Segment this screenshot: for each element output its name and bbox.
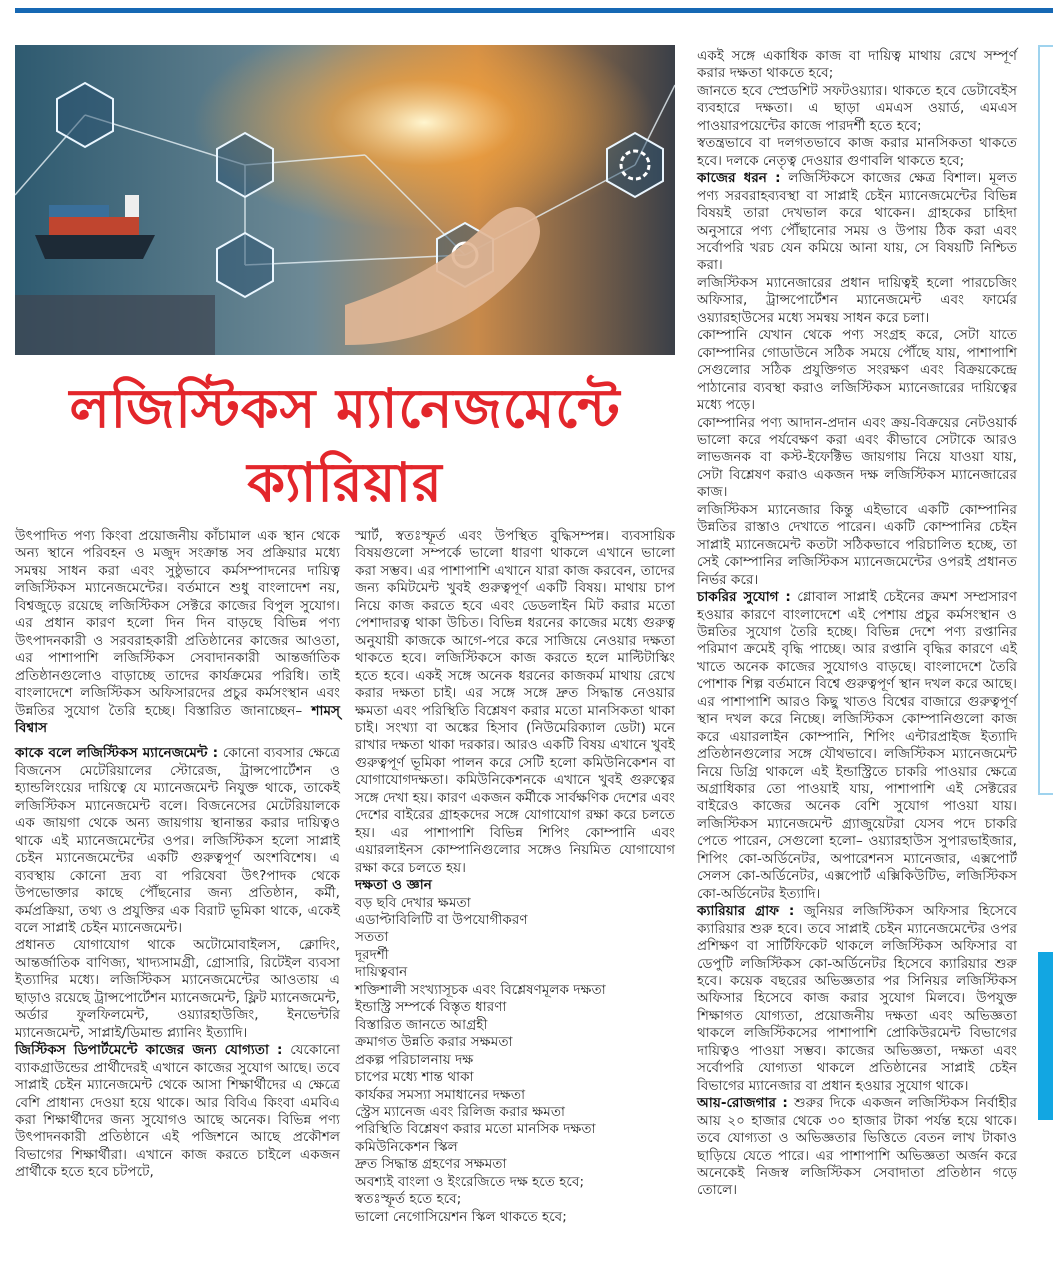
intro-text: উৎপাদিত পণ্য কিংবা প্রয়োজনীয় কাঁচামাল এক স্থান থেকে অন্য স্থানে পরিবহন ও মজুদ সংক্রান্ত সব প্রক্রিয়ার মধ্যে সমন্বয় সাধন করা এবং সুষ্ঠুভাবে কর্মসম্পাদনের দায়িত্ব লজিস্টিকস ম্যানেজমেন্টের। বর্তমানে শুধু বাংলাদেশ নয়, বিশ্বজুড়ে রয়েছে লজিস্টিকস সেক্টরে কাজের বিপুল সুযোগ। এর প্রধান কারণ হলো দিন দিন বাড়ছে বিভিন্ন পণ্য উৎপাদনকারী ও সরবরাহকারী প্রতিষ্ঠানের কাজের আওতা, এর পাশাপাশি লজিস্টিকস সেবাদানকারী আন্তর্জাতিক প্রতিষ্ঠানগুলোও বাড়াচ্ছে তাদের কার্যক্রমের পরিধি। তাই বাংলাদেশে লজিস্টিকস অফিসারদের প্রচুর কর্মসংস্থান এবং উন্নতির সুযোগ তৈরি হচ্ছে। বিস্তারিত জানাচ্ছেন– bbox=[15, 528, 340, 719]
article-title bbox=[15, 372, 675, 520]
skills-list-item: প্রকল্প পরিচালনায় দক্ষ bbox=[355, 1051, 474, 1068]
skills-list-item: স্বতঃস্ফূর্ত হতে হবে; bbox=[355, 1191, 462, 1208]
section-heading: কাকে বলে লজিস্টিকস ম্যানেজমেন্ট : bbox=[15, 745, 219, 762]
skills-list-item: দ্রুত সিদ্ধান্ত গ্রহণের সক্ষমতা bbox=[355, 1156, 507, 1173]
article-paragraph bbox=[697, 415, 1017, 502]
article-paragraph bbox=[697, 327, 1017, 414]
article-paragraph bbox=[697, 170, 1017, 275]
paragraph-text: কোনো ব্যবসার ক্ষেত্রে বিজনেস মেটেরিয়ালের স্টোরেজ, ট্রান্সপোর্টেশন ও হ্যান্ডলিংয়ের দায়িত্বে যে ম্যানেজমেন্ট নিযুক্ত থাকে, তাকেই লজিস্টিকস ম্যানেজমেন্ট বলে। বিজনেসের মেটেরিয়ালকে এক জায়গা থেকে অন্য জায়গায় স্থানান্তর করার দায়িত্বও থাকে এই ম্যানেজমেন্টের ওপর। লজিস্টিকস হলো সাপ্লাই চেইন ম্যানেজমেন্টের একটি গুরুত্বপূর্ণ অংশবিশেষ। এ ব্যবস্থায় কোনো দ্রব্য বা পরিষেবা উৎ?পাদক থেকে উপভোক্তার কাছে পৌঁছনোর জন্য প্রতিষ্ঠান, কর্মী, কর্মপ্রক্রিয়া, তথ্য ও প্রযুক্তির এক বিরাট ভূমিকা থাকে, একেই বলে সাপ্লাই চেইন ম্যানেজমেন্ট। bbox=[15, 745, 340, 936]
paragraph-text: প্রধানত যোগাযোগ থাকে অটোমোবাইলস, ক্লোদিং, আন্তর্জাতিক বাণিজ্য, খাদ্যসামগ্রী, গ্রোসারি, রিটেইল ব্যবসা ইত্যাদির মধ্যে। লজিস্টিকস ম্যানেজমেন্টের আওতায় এ ছাড়াও রয়েছে ট্রান্সপোর্টেশন ম্যানেজমেন্ট, ফ্লিট ম্যানেজমেন্ট, অর্ডার ফুলফিলমেন্ট, ওয়্যারহাউজিং, ইনভেন্টরি ম্যানেজমেন্ট, সাপ্লাই/ডিমান্ড প্ল্যানিং ইত্যাদি। bbox=[15, 937, 340, 1041]
skills-list-item: অবশ্যই বাংলা ও ইংরেজিতে দক্ষ হতে হবে; bbox=[355, 1173, 585, 1190]
paragraph-text: গ্লোবাল সাপ্লাই চেইনের ক্রমশ সম্প্রসারণ হওয়ার কারণে বাংলাদেশে এই পেশায় প্রচুর কর্মসংস্থান ও উন্নতির সুযোগ তৈরি হচ্ছে। বিভিন্ন দেশে পণ্য রপ্তানির পরিমাণ ক্রমেই বৃদ্ধি পাচ্ছে। আর রপ্তানি বৃদ্ধির কারণে এই খাতে অনেক কাজের সুযোগও বাড়ছে। বাংলাদেশে তৈরি পোশাক শিল্প বর্তমানে বিশ্বে গুরুত্বপূর্ণ স্থান দখল করে আছে। এর পাশাপাশি আরও কিছু খাতও বিশ্বের বাজারে গুরুত্বপূর্ণ স্থান দখল করে নিচ্ছে। লজিস্টিকস কোম্পানিগুলো কাজ করে এয়ারলাইন কোম্পানি, শিপিং এন্টারপ্রাইজ ইত্যাদি প্রতিষ্ঠানগুলোর সঙ্গে যৌথভাবে। লজিস্টিকস ম্যানেজমেন্ট নিয়ে ডিগ্রি থাকলে এই ইন্ডাস্ট্রিতে চাকরি পাওয়ার ক্ষেত্রে অগ্রাধিকার তো পাওয়াই যায়, পাশাপাশি এই সেক্টরের বাইরেও কাজের অনেক বেশি সুযোগ পাওয়া যায়। লজিস্টিকস ম্যানেজমেন্ট গ্র্যাজুয়েটরা যেসব পদে চাকরি পেতে পারেন, সেগুলো হলো– ওয়্যারহাউস সুপারভাইজার, শিপিং কো-অর্ডিনেটর, অপারেশনস ম্যানেজার, এক্সপোর্ট সেলস কো-অর্ডিনেটর, এক্সপোর্ট এক্সিকিউটিভ, লজিস্টিকস কো-অর্ডিনেটর ইত্যাদি। bbox=[697, 589, 1017, 902]
column-middle bbox=[355, 528, 675, 1226]
skills-list-item: পরিস্থিতি বিশ্লেষণ করার মতো মানসিক দক্ষতা bbox=[355, 1121, 596, 1138]
adjacent-article-frame bbox=[1038, 45, 1053, 795]
skills-list-item: ইন্ডাস্ট্রি সম্পর্কে বিস্তৃত ধারণা bbox=[355, 999, 507, 1016]
paragraph-text: কোম্পানি যেখান থেকে পণ্য সংগ্রহ করে, সেটা যাতে কোম্পানির গোডাউনে সঠিক সময়ে পৌঁছে যায়, পাশাপাশি সেগুলোর সঠিক প্রযুক্তিগত সংরক্ষণ এবং বিক্রয়কেন্দ্রে পাঠানোর ব্যবস্থা করাও লজিস্টিকস ম্যানেজারের দায়িত্বের মধ্যে পড়ে। bbox=[697, 327, 1017, 414]
title-line-1: লজিস্টিকস ম্যানেজমেন্টে bbox=[69, 377, 621, 440]
paragraph-text: জুনিয়র লজিস্টিকস অফিসার হিসেবে ক্যারিয়ার শুরু হবে। তবে সাপ্লাই চেইন ম্যানেজমেন্টের ওপর প্রশিক্ষণ বা সার্টিফিকেট থাকলে লজিস্টিকস অফিসার বা ডেপুটি লজিস্টিকস কো-অর্ডিনেটর হিসেবে ক্যারিয়ার শুরু হবে। কয়েক বছরের অভিজ্ঞতার পর সিনিয়র লজিস্টিকস অফিসার হিসেবে কাজ করার সুযোগ মিলবে। উপযুক্ত শিক্ষাগত যোগ্যতা, প্রয়োজনীয় দক্ষতা এবং অভিজ্ঞতা থাকলে লজিস্টিকসের পাশাপাশি প্রোকিউরমেন্ট বিভাগের দায়িত্বও পাওয়া সম্ভব। কাজের অভিজ্ঞতা, দক্ষতা এবং সর্বোপরি যোগ্যতা থাকলে প্রতিষ্ঠানের সাপ্লাই চেইন বিভাগের ম্যানেজার বা প্রধান হওয়ার সুযোগ থাকে। bbox=[697, 903, 1017, 1094]
skills-list-item: চাপের মধ্যে শান্ত থাকা bbox=[355, 1069, 474, 1086]
skills-list-item: বিস্তারিত জানতে আগ্রহী bbox=[355, 1016, 488, 1033]
logistics-illustration bbox=[15, 45, 675, 355]
paragraph-text: জানতে হবে স্প্রেডশিট সফটওয়্যার। থাকতে হবে ডেটাবেইস ব্যবহারে দক্ষতা। এ ছাড়া এমএস ওয়ার্ড, এমএস পাওয়ারপয়েন্টের কাজে পারদর্শী হতে হবে; bbox=[697, 82, 1017, 134]
paragraph-text: লজিস্টিকস ম্যানেজার কিন্তু এইভাবে একটি কোম্পানির উন্নতির রাস্তাও দেখাতে পারেন। একটি কোম্পানির চেইন সাপ্লাই ম্যানেজমেন্ট কতটা সঠিকভাবে পরিচালিত হচ্ছে, তা সেই কোম্পানির লজিস্টিকস ম্যানেজমেন্টের ওপরই প্রধানত নির্ভর করে। bbox=[697, 501, 1017, 588]
adjacent-article-tab bbox=[1038, 952, 1053, 1120]
article-paragraph bbox=[15, 937, 340, 1042]
skills-list-item: দায়িত্ববান bbox=[355, 964, 408, 981]
skills-list-item: এডাপ্টাবিলিটি বা উপযোগীকরণ bbox=[355, 911, 528, 928]
skills-list-item: ক্রমাগত উন্নতি করার সক্ষমতা bbox=[355, 1034, 513, 1051]
paragraph-text: লজিস্টিকস ম্যানেজারের প্রধান দায়িত্বই হলো পারচেজিং অফিসার, ট্রান্সপোর্টেশন ম্যানেজমেন্ট এবং ফার্মের ওয়্যারহাউসের মধ্যে সমন্বয় সাধন করে চলা। bbox=[697, 274, 1017, 326]
skills-list-item: ভালো নেগোসিয়েশন স্কিল থাকতে হবে; bbox=[355, 1208, 567, 1225]
paragraph-text: শুরুর দিকে একজন লজিস্টিকস নির্বাহীর আয় ২০ হাজার থেকে ৩০ হাজার টাকা পর্যন্ত হয়ে থাকে। তবে যোগ্যতা ও অভিজ্ঞতার ভিত্তিতে বেতন লাখ টাকাও ছাড়িয়ে যেতে পারে। এর পাশাপাশি অভিজ্ঞতা অর্জন করে অনেকেই নিজস্ব লজিস্টিকস সেবাদাতা প্রতিষ্ঠান গড়ে তোলে। bbox=[697, 1095, 1017, 1199]
article-paragraph bbox=[697, 48, 1017, 83]
article-paragraph bbox=[15, 1042, 340, 1182]
skills-list-item: স্ট্রেস ম্যানেজ এবং রিলিজ করার ক্ষমতা bbox=[355, 1103, 565, 1120]
skills-list-item: সততা bbox=[355, 929, 389, 946]
paragraph-text: স্বতন্ত্রভাবে বা দলগতভাবে কাজ করার মানসিকতা থাকতে হবে। দলকে নেতৃত্ব দেওয়ার গুণাবলি থাকতে হবে; bbox=[697, 135, 1017, 169]
section-heading: জিস্টিকস ডিপার্টমেন্টে কাজের জন্য যোগ্যতা : bbox=[15, 1042, 283, 1059]
paragraph-text: একই সঙ্গে একাধিক কাজ বা দায়িত্ব মাথায় রেখে সম্পূর্ণ করার দক্ষতা থাকতে হবে; bbox=[697, 48, 1017, 82]
skills-heading: দক্ষতা ও জ্ঞান bbox=[355, 877, 432, 894]
article-paragraph bbox=[697, 135, 1017, 170]
article-paragraph bbox=[697, 903, 1017, 1095]
column-left bbox=[15, 528, 340, 1182]
paragraph-text: লজিস্টিকসে কাজের ক্ষেত্র বিশাল। মূলত পণ্য সরবরাহব্যবস্থা বা সাপ্লাই চেইন ম্যানেজমেন্টের বিভিন্ন বিষয়ই তারা দেখভাল করে থাকেন। গ্রাহকের চাহিদা অনুসারে পণ্য পৌঁছানোর সময় ও উপায় ঠিক করা এবং সর্বোপরি খরচ যেন কমিয়ে আনা যায়, সে বিষয়টি নিশ্চিত করা। bbox=[697, 170, 1018, 274]
author-byline: শামস্ বিশ্বাস bbox=[15, 702, 340, 736]
article-paragraph bbox=[697, 275, 1017, 327]
skills-list-item: কার্যকর সমস্যা সমাধানের দক্ষতা bbox=[355, 1086, 526, 1103]
section-heading: ক্যারিয়ার গ্রাফ : bbox=[697, 903, 795, 920]
paragraph-text: যেকোনো ব্যাকগ্রাউন্ডের প্রার্থীদেরই এখানে কাজের সুযোগ আছে। তবে সাপ্লাই চেইন ম্যানেজমেন্ট থেকে আসা শিক্ষার্থীদের এ ক্ষেত্রে বেশি প্রাধান্য দেওয়া হয়ে থাকে। আর বিবিএ কিংবা এমবিএ করা শিক্ষার্থীদের জন্য সুযোগও আছে অনেক। বিভিন্ন পণ্য উৎপাদনকারী প্রতিষ্ঠানে এই পজিশনে আছে প্রকৌশল বিভাগের শিক্ষার্থীরা। এখানে কাজ করতে চাইলে একজন প্রার্থীকে হতে হবে চটপটে, bbox=[15, 1042, 340, 1181]
title-line-2: ক্যারিয়ার bbox=[247, 451, 443, 514]
intro-paragraph bbox=[15, 528, 340, 737]
paragraph-text: স্মার্ট, স্বতঃস্ফূর্ত এবং উপস্থিত বুদ্ধিসম্পন্ন। ব্যবসায়িক বিষয়গুলো সম্পর্কে ভালো ধারণা থাকলে এখানে ভালো করা সম্ভব। এর পাশাপাশি এখানে যারা কাজ করবেন, তাদের জন্য কমিটমেন্ট খুবই গুরুত্বপূর্ণ একটি বিষয়। মাথায় চাপ নিয়ে কাজ করতে হবে এবং ডেডলাইন মিট করার মতো পেশাদারত্ব থাকা উচিত। বিভিন্ন ধরনের কাজের মধ্যে গুরুত্ব অনুযায়ী কাজকে আগে-পরে করে সাজিয়ে নেওয়ার দক্ষতা থাকতে হবে। লজিস্টিকসে কাজ করতে হলে মাল্টিটাস্কিং হতে হবে। একই সঙ্গে অনেক ধরনের কাজকর্ম মাথায় রেখে করার দক্ষতা চাই। এর সঙ্গে সঙ্গে দ্রুত সিদ্ধান্ত নেওয়ার ক্ষমতা এবং পরিস্থিতি বিশ্লেষণ করার মতো মানসিকতা থাকা চাই। সংখ্যা বা অঙ্কের হিসাব (নিউমেরিক্যাল ডেটা) মনে রাখার দক্ষতা থাকা দরকার। আরও একটি বিষয় এখানে খুবই গুরুত্বপূর্ণ ভূমিকা পালন করে সেটি হলো কমিউনিকেশন বা যোগাযোগদক্ষতা। কমিউনিকেশনকে এখানে খুবই গুরুত্বের সঙ্গে দেখা হয়। কারণ একজন কর্মীকে সার্বক্ষণিক দেশের এবং দেশের বাইরের গ্রাহকদের সঙ্গে যোগাযোগ রক্ষা করে চলতে হয়। এর পাশাপাশি বিভিন্ন শিপিং কোম্পানি এবং এয়ারলাইনস কোম্পানিগুলোর সঙ্গেও নিয়মিত যোগাযোগ রক্ষা করে চলতে হয়। bbox=[355, 528, 675, 876]
article-paragraph bbox=[697, 502, 1017, 589]
skills-list-item: দূরদর্শী bbox=[355, 946, 389, 963]
skills-list bbox=[355, 895, 675, 1227]
skills-list-item: বড় ছবি দেখার ক্ষমতা bbox=[355, 894, 471, 911]
article-paragraph bbox=[15, 745, 340, 937]
paragraph-text: কোম্পানির পণ্য আদান-প্রদান এবং ক্রয়-বিক্রয়ের নেটওয়ার্ক ভালো করে পর্যবেক্ষণ করা এবং কীভাবে সেটাকে আরও লাভজনক বা কস্ট-ইফেক্টিভ জায়গায় নিয়ে যাওয়া যায়, সেটা বিশ্লেষণ করাও একজন দক্ষ লজিস্টিকস ম্যানেজারের কাজ। bbox=[697, 414, 1017, 501]
article-paragraph bbox=[697, 1095, 1017, 1200]
top-rule bbox=[15, 8, 1053, 13]
article-paragraph bbox=[355, 528, 675, 877]
article-paragraph bbox=[697, 589, 1017, 903]
skills-list-item: শক্তিশালী সংখ্যাসূচক এবং বিশ্লেষণমূলক দক্ষতা bbox=[355, 981, 606, 998]
section-heading: কাজের ধরন : bbox=[697, 170, 781, 187]
section-heading: চাকরির সুযোগ : bbox=[697, 589, 791, 606]
article-photo bbox=[15, 45, 675, 355]
skills-list-item: কমিউনিকেশন স্কিল bbox=[355, 1138, 458, 1155]
column-right bbox=[697, 48, 1017, 1200]
article-paragraph bbox=[697, 83, 1017, 135]
section-heading: আয়-রোজগার : bbox=[697, 1095, 788, 1112]
